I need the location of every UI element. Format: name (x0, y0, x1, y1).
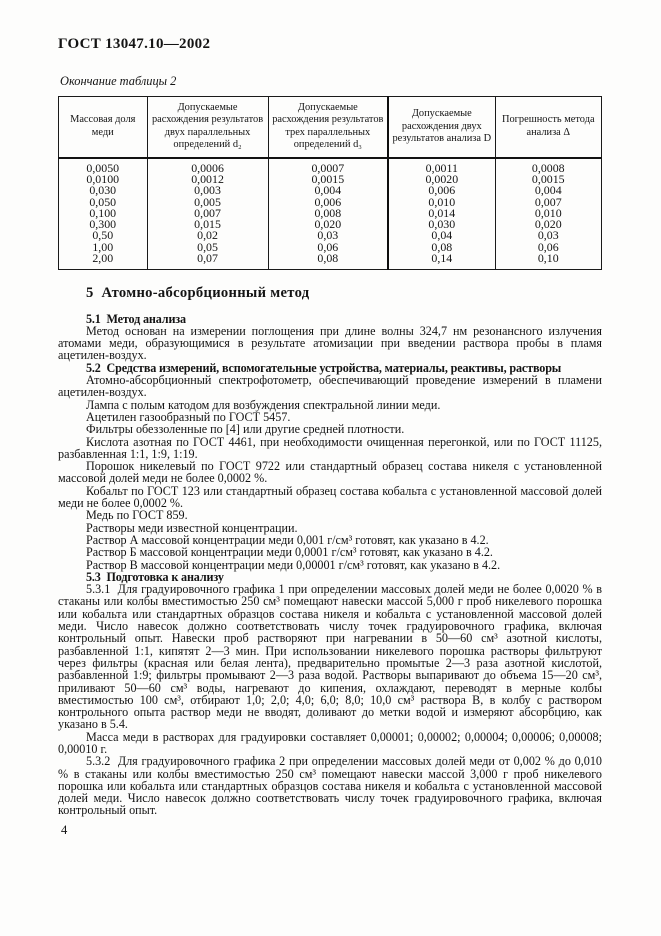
table-row (59, 253, 602, 270)
table-header-row (59, 97, 602, 158)
table-cell: 0,006 (268, 197, 388, 208)
table-cell: 0,07 (147, 253, 268, 270)
table-cell: 0,010 (495, 208, 601, 219)
table-cell: 0,50 (92, 228, 114, 243)
paragraph: Ацетилен газообразный по ГОСТ 5457. (86, 409, 291, 424)
table-cell: 0,020 (268, 219, 388, 230)
table-cell: 0,08 (268, 253, 388, 270)
table-cell: 0,020 (495, 219, 601, 230)
table-cell: 0,004 (495, 185, 601, 196)
paragraph: Лампа с полым катодом для возбуждения спектральной линии меди. (86, 397, 441, 412)
table-cell: 0,010 (388, 197, 495, 208)
page-content (58, 36, 602, 817)
table-cell: 0,0020 (388, 174, 495, 185)
body-text (58, 287, 602, 816)
paragraph: Атомно-абсорбционный спектрофотометр, обеспечивающий проведение измерений в пламени ацетилен-воздух. (58, 373, 602, 400)
paragraph: Раствор Б массовой концентрации меди 0,0001 г/см³ готовят, как указано в 4.2. (86, 545, 493, 560)
table-cell: 0,03 (268, 230, 388, 241)
paragraph: 5.3.1 Для градуировочного графика 1 при определении массовых долей меди не более 0,0020 % в стаканы или колбы вместимостью 250 см³ помещают навески массой 5,000 г проб никелевого порошка или кобальта или стандартных образцов состава никеля и кобальта с установленной массовой долей меди. Число навесок должно соответствовать числу точек градуировочного графика, включая контрольный опыт. Навески проб растворяют при нагревании в 50—60 см³ азотной кислоты, разбавленной 1:1, кипятят 2—3 мин. При использовании никелевого порошка растворы фильтруют через фильтры (красная или белая лента), предварительно промытые 2—3 раза азотной кислотой, разбавленной 1:9; фильтры промывают 2—3 раза водой. Растворы выпаривают до объема 15—20 см³, приливают 50—60 см³ воды, нагревают до кипения, охлаждают, переводят в мерные колбы вместимостью 100 см³, отбирают 1,0; 2,0; 4,0; 6,0; 8,0; 10,0 см³ раствора В, в колбу с раствором контрольного опыта раствор меди не вводят, доливают до метки водой и измеряют абсорбцию, как указано в 5.4. (58, 582, 602, 732)
results-table (58, 96, 602, 270)
table-cell: 0,02 (147, 230, 268, 241)
paragraph: Порошок никелевый по ГОСТ 9722 или стандартный образец состава никеля с установленной массовой долей меди не более 0,0002 %. (58, 459, 602, 486)
table-cell: 0,005 (147, 197, 268, 208)
paragraph: Метод основан на измерении поглощения при длине волны 324,7 нм резонансного излучения атомами меди, образующимися в результате атомизации при введении раствора пробы в пламя ацетилен-воздух. (58, 323, 602, 363)
table-cell: 0,007 (147, 208, 268, 219)
table-cell: 0,050 (89, 194, 117, 209)
table-cell: 0,014 (388, 208, 495, 219)
subsection-heading: 5.1 Метод анализа (86, 311, 186, 326)
paragraph: Кобальт по ГОСТ 123 или стандартный образец состава кобальта с установленной массовой долей меди не более 0,0002 %. (58, 483, 602, 511)
table-cell: 0,0011 (388, 158, 495, 174)
table-cell: 0,03 (495, 230, 601, 241)
table-header-cell: Допускаемые расхождения результатов двух параллельных определений d₂ (147, 97, 268, 158)
table-cell: 0,0050 (86, 160, 120, 175)
paragraph: Кислота азотная по ГОСТ 4461, при необходимости очищенная перегонкой, или по ГОСТ 11125, разбавленная 1:1, 1:9, 1:19. (58, 434, 602, 461)
table-cell: 0,0100 (86, 171, 120, 186)
paragraph: Масса меди в растворах для градуировки составляет 0,00001; 0,00002; 0,00004; 0,00006; 0,00008; 0,00010 г. (58, 729, 602, 756)
table-cell: 0,06 (268, 242, 388, 253)
table-cell: 0,0008 (495, 158, 601, 174)
paragraph: Раствор А массовой концентрации меди 0,001 г/см³ готовят, как указано в 4.2. (86, 532, 489, 547)
table-header-cell: Погрешность метода анализа Δ (495, 97, 601, 158)
table-cell: 0,004 (268, 185, 388, 196)
table-cell: 0,007 (495, 197, 601, 208)
section-heading: 5 Атомно-абсорбционный метод (86, 285, 310, 302)
paragraph: Медь по ГОСТ 859. (86, 508, 188, 523)
doc-number: ГОСТ 13047.10—2002 (58, 36, 211, 52)
table-cell: 0,0015 (268, 174, 388, 185)
table-cell: 0,030 (388, 219, 495, 230)
table-cell: 0,14 (388, 253, 495, 270)
table-cell: 0,08 (388, 242, 495, 253)
paragraph: Растворы меди известной концентрации. (86, 520, 298, 535)
paragraph: 5.3.2 Для градуировочного графика 2 при определении массовых долей меди от 0,002 % до 0,010 % в стаканы или колбы вместимостью 250 см³ помещают навески массой 3,000 г проб никелевого порошка или кобальта или стандартных образцов состава никеля и кобальта с установленной массовой долей меди. Число навесок должно соответствовать числу точек градуировочного графика, включая контрольный опыт. (58, 754, 602, 818)
table-cell: 0,04 (388, 230, 495, 241)
table-cell: 0,0007 (268, 158, 388, 174)
table-cell: 0,0012 (147, 174, 268, 185)
table-cell: 0,300 (89, 217, 117, 232)
subsection-heading: 5.3 Подготовка к анализу (86, 569, 224, 584)
table-cell: 0,015 (147, 219, 268, 230)
table-cell: 0,008 (268, 208, 388, 219)
table-cell: 0,0006 (147, 158, 268, 174)
paragraph: Раствор В массовой концентрации меди 0,00001 г/см³ готовят, как указано в 4.2. (86, 557, 501, 572)
table-header-cell: Допускаемые расхождения двух результатов анализа D (388, 97, 495, 158)
subsection-heading: 5.2 Средства измерений, вспомогательные устройства, материалы, реактивы, растворы (86, 360, 562, 375)
table-cell: 0,10 (495, 253, 601, 270)
table-cell: 0,003 (147, 185, 268, 196)
table-header-cell: Допускаемые расхождения результатов трех параллельных определений d₃ (268, 97, 388, 158)
table-cell: 0,05 (147, 242, 268, 253)
page-number: 4 (61, 823, 68, 837)
table-cell: 0,06 (495, 242, 601, 253)
paragraph: Фильтры обеззоленные по [4] или другие средней плотности. (86, 422, 405, 437)
table-cell: 0,100 (89, 205, 117, 220)
table-caption: Окончание таблицы 2 (60, 74, 177, 88)
table-cell: 2,00 (92, 251, 114, 265)
table-cell: 0,0015 (495, 174, 601, 185)
table-cell: 0,030 (89, 183, 117, 198)
table-cell: 1,00 (92, 239, 114, 254)
table-header-cell: Массовая доля меди (59, 97, 148, 158)
table-cell: 0,006 (388, 185, 495, 196)
